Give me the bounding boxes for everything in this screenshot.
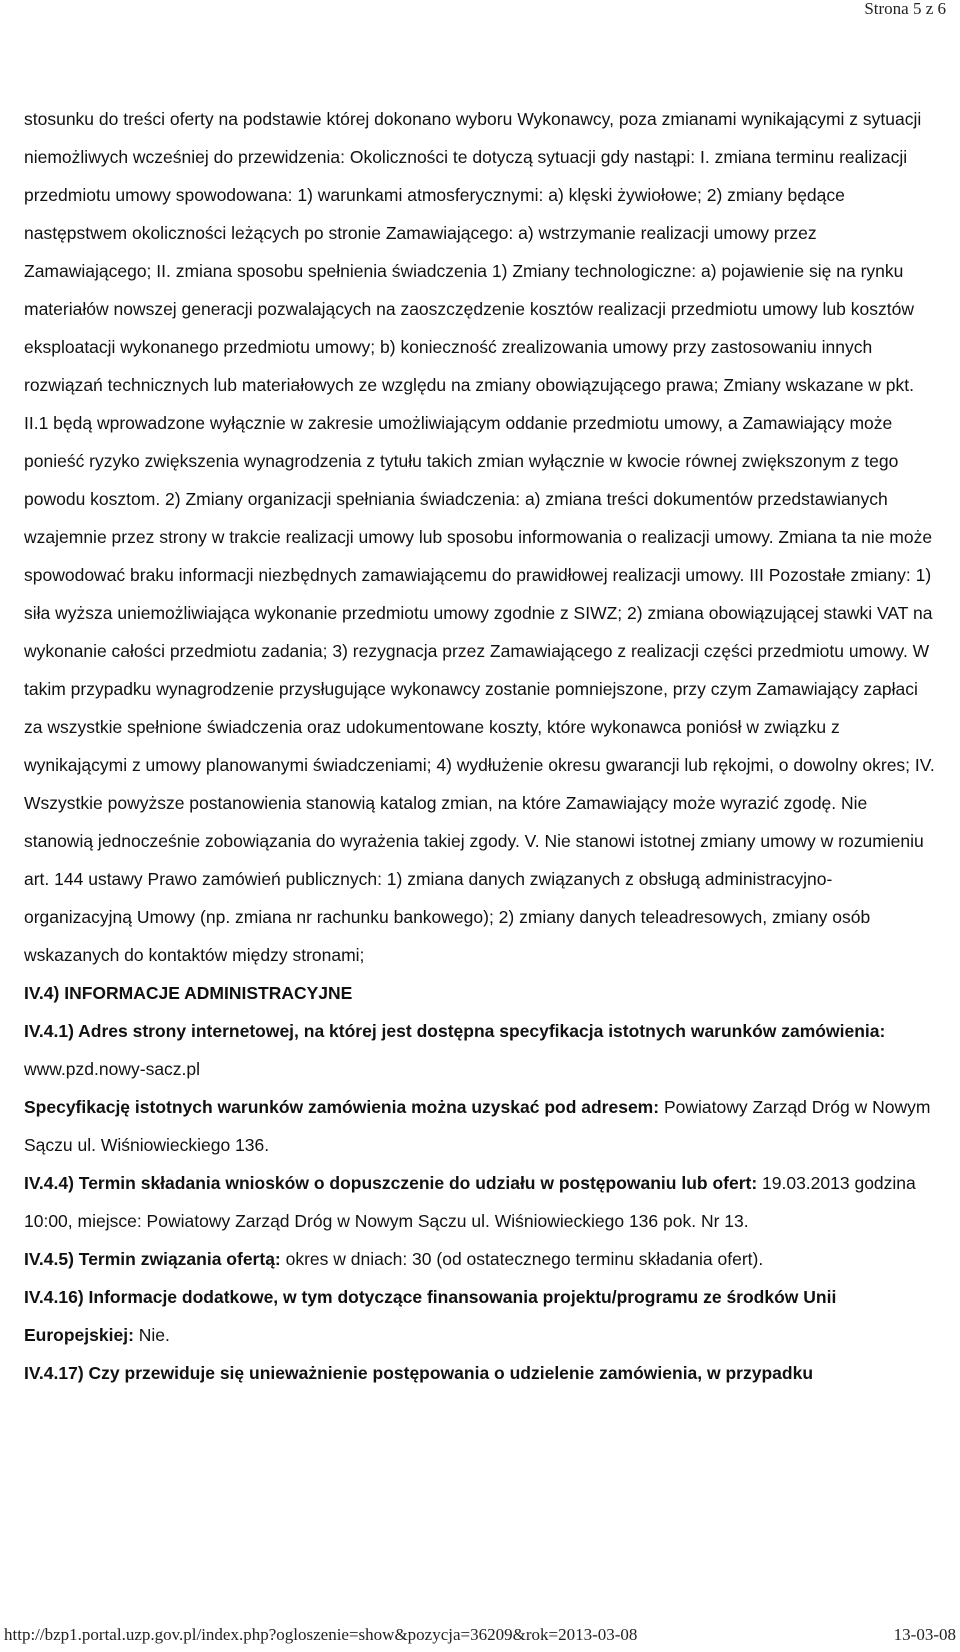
item-label: IV.4.1) Adres strony internetowej, na której jest dostępna specyfikacja istotnych warunków zamówienia: bbox=[24, 1021, 886, 1041]
item-siwz-address bbox=[24, 1088, 940, 1164]
item-website bbox=[24, 1012, 940, 1088]
item-value: 19.03.2013 godzina 10:00, miejsce: Powiatowy Zarząd Dróg w Nowym Sączu ul. Wiśniowieckiego 136 pok. Nr 13. bbox=[24, 1173, 916, 1231]
page-number: Strona 5 z 6 bbox=[864, 0, 946, 18]
item-label: Specyfikację istotnych warunków zamówienia można uzyskać pod adresem: bbox=[24, 1097, 660, 1117]
item-label: IV.4.4) Termin składania wniosków o dopuszczenie do udziału w postępowaniu lub ofert: bbox=[24, 1173, 758, 1193]
item-binding-period bbox=[24, 1240, 940, 1278]
item-label: IV.4.16) Informacje dodatkowe, w tym dotyczące finansowania projektu/programu ze środków Unii Europejskiej: bbox=[24, 1287, 837, 1345]
main-paragraph: stosunku do treści oferty na podstawie której dokonano wyboru Wykonawcy, poza zmianami wynikającymi z sytuacji niemożliwych wcześniej do przewidzenia: Okoliczności te dotyczą sytuacji gdy nastąpi: I. zmiana terminu realizacji przedmiotu umowy spowodowana: 1) warunkami atmosferycznymi: a) klęski żywiołowe; 2) zmiany będące następstwem okoliczności leżących po stronie Zamawiającego: a) wstrzymanie realizacji umowy przez Zamawiającego; II. zmiana sposobu spełnienia świadczenia 1) Zmiany technologiczne: a) pojawienie się na rynku materiałów nowszej generacji pozwalających na zaoszczędzenie kosztów realizacji przedmiotu umowy lub kosztów eksploatacji wykonanego przedmiotu umowy; b) konieczność zrealizowania umowy przy zastosowaniu innych rozwiązań technicznych lub materiałowych ze względu na zmiany obowiązującego prawa; Zmiany wskazane w pkt. II.1 będą wprowadzone wyłącznie w zakresie umożliwiającym oddanie przedmiotu umowy, a Zamawiający może ponieść ryzyko zwiększenia wynagrodzenia z tytułu takich zmian wyłącznie w kwocie równej zwiększonym z tego powodu kosztom. 2) Zmiany organizacji spełniania świadczenia: a) zmiana treści dokumentów przedstawianych wzajemnie przez strony w trakcie realizacji umowy lub sposobu informowania o realizacji umowy. Zmiana ta nie może spowodować braku informacji niezbędnych zamawiającemu do prawidłowej realizacji umowy. III Pozostałe zmiany: 1) siła wyższa uniemożliwiająca wykonanie przedmiotu umowy zgodnie z SIWZ; 2) zmiana obowiązującej stawki VAT na wykonanie całości przedmiotu zadania; 3) rezygnacja przez Zamawiającego z realizacji części przedmiotu umowy. W takim przypadku wynagrodzenie przysługujące wykonawcy zostanie pomniejszone, przy czym Zamawiający zapłaci za wszystkie spełnione świadczenia oraz udokumentowane koszty, które wykonawca poniósł w związku z wynikającymi z umowy planowanymi świadczeniami; 4) wydłużenie okresu gwarancji lub rękojmi, o dowolny okres; IV. Wszystkie powyższe postanowienia stanowią katalog zmian, na które Zamawiający może wyrazić zgodę. Nie stanowią jednocześnie zobowiązania do wyrażenia takiej zgody. V. Nie stanowi istotnej zmiany umowy w rozumieniu art. 144 ustawy Prawo zamówień publicznych: 1) zmiana danych związanych z obsługą administracyjno-organizacyjną Umowy (np. zmiana nr rachunku bankowego); 2) zmiany danych teleadresowych, zmiany osób wskazanych do kontaktów między stronami; bbox=[24, 109, 935, 965]
item-submission-deadline bbox=[24, 1164, 940, 1240]
item-label: IV.4.5) Termin związania ofertą: bbox=[24, 1249, 281, 1269]
document-body bbox=[24, 100, 940, 1392]
item-value: Nie. bbox=[133, 1325, 170, 1345]
item-eu-funding bbox=[24, 1278, 940, 1354]
page-footer bbox=[0, 1622, 960, 1648]
item-value: www.pzd.nowy-sacz.pl bbox=[24, 1059, 201, 1079]
footer-date: 13-03-08 bbox=[893, 1625, 956, 1644]
item-value: okres w dniach: 30 (od ostatecznego terminu składania ofert). bbox=[280, 1249, 764, 1269]
item-label: IV.4.17) Czy przewiduje się unieważnienie postępowania o udzielenie zamówienia, w przypadku bbox=[24, 1363, 814, 1383]
item-value: Powiatowy Zarząd Dróg w Nowym Sączu ul. Wiśniowieckiego 136. bbox=[24, 1097, 931, 1155]
footer-url: http://bzp1.portal.uzp.gov.pl/index.php?ogloszenie=show&pozycja=36209&rok=2013-03-08 bbox=[4, 1625, 638, 1644]
section-heading: IV.4) INFORMACJE ADMINISTRACYJNE bbox=[24, 983, 353, 1003]
item-annulment bbox=[24, 1354, 940, 1392]
